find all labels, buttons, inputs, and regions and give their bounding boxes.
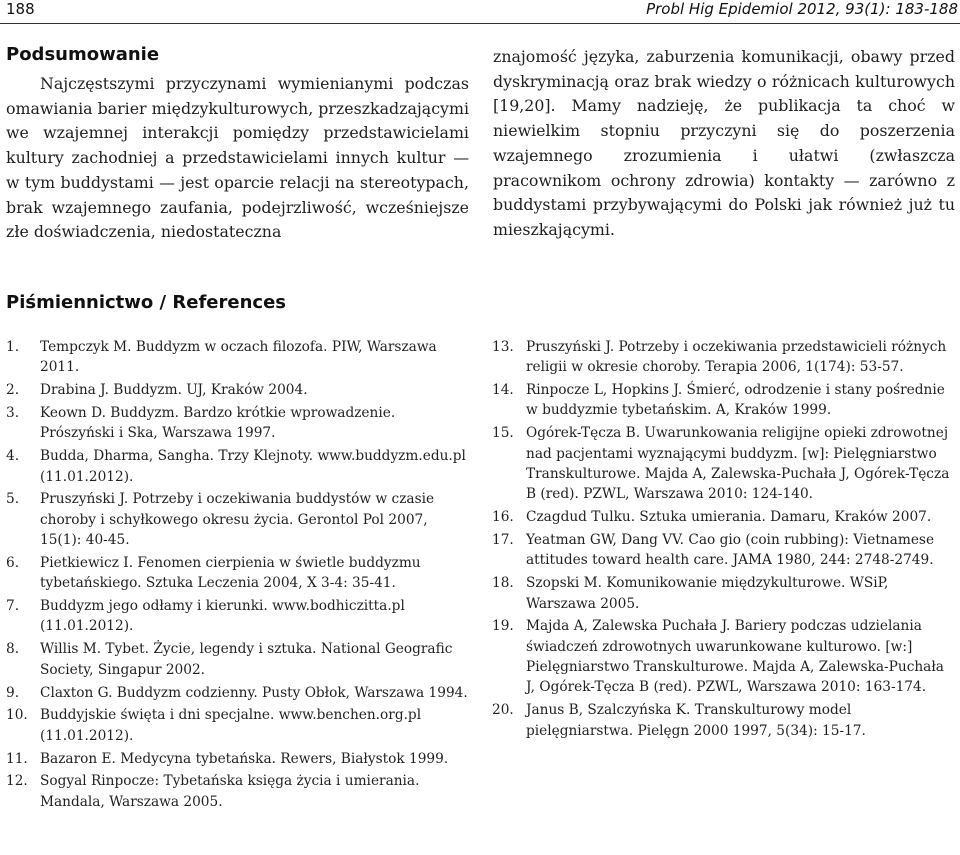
reference-text: Janus B, Szalczyńska K. Transkulturowy model pielęgniarstwa. Pielęgn 2000 1997, 5(34): 15-17. (526, 702, 866, 739)
reference-item (6, 337, 471, 378)
reference-number: 10. (6, 707, 28, 724)
reference-list-right (492, 337, 957, 743)
reference-text: Rinpocze L, Hopkins J. Śmierć, odrodzenie i stany pośrednie w buddyzmie tybetańskim. A, Kraków 1999. (526, 382, 945, 419)
reference-text: Bazaron E. Medycyna tybetańska. Rewers, Białystok 1999. (40, 750, 449, 767)
journal-citation: Probl Hig Epidemiol 2012, 93(1): 183-188 (646, 0, 958, 18)
reference-number: 9. (6, 684, 20, 701)
references-heading: Piśmiennictwo / References (6, 292, 286, 313)
header-rule (0, 23, 960, 24)
reference-number: 17. (492, 532, 514, 549)
summary-paragraph-right: znajomość języka, zaburzenia komunikacji, obawy przed dyskryminacją oraz brak wiedzy o różnicach kulturowych [19,20]. Mamy nadzieję, że publikacja ta choć w niewielkim stopniu przyczyni się do poszerzenia wzajemnego zrozumienia i ułatwi (zwłaszcza pracownikom ochrony zdrowia) kontakty — zarówno z buddystami przybywającymi do Polski jak również już tu mieszkającymi. (493, 47, 955, 239)
reference-item (492, 507, 957, 527)
reference-number: 13. (492, 339, 514, 355)
reference-item (6, 403, 471, 444)
reference-text: Pietkiewicz I. Fenomen cierpienia w świetle buddyzmu tybetańskiego. Sztuka Leczenia 2004, X 3-4: 35-41. (40, 554, 421, 592)
reference-text: Buddyjskie święta i dni specjalne. www.benchen.org.pl (11.01.2012). (40, 707, 422, 744)
reference-text: Pruszyński J. Potrzeby i oczekiwania przedstawicieli różnych religii w okresie choroby. Terapia 2006, 1(174): 53-57. (526, 339, 947, 376)
reference-item (6, 705, 471, 746)
reference-text: Yeatman GW, Dang VV. Cao gio (coin rubbing): Vietnamese attitudes toward health care. JAMA 1980, 244: 2748-2749. (526, 532, 935, 569)
reference-number: 14. (492, 382, 514, 399)
summary-paragraph-left: Najczęstszymi przyczynami wymienianymi podczas omawiania barier międzykulturowych, przeszkadzającymi we wzajemnej interakcji pomiędzy przedstawicielami kultury zachodniej a przedstawicielami innych kultur — w tym buddystami — jest oparcie relacji na stereotypach, brak wzajemnego zaufania, podejrzliwość, wcześniejsze złe doświadczenia, niedostateczna (6, 74, 469, 242)
reference-number: 12. (6, 773, 28, 790)
reference-item (6, 446, 471, 487)
reference-text: Majda A, Zalewska Puchała J. Bariery podczas udzielania świadczeń zdrowotnych uwarunkowane kulturowo. [w:] Pielęgniarstwo Transkulturowe. Majda A, Zalewska-Puchała J, Ogórek-Tęcza B (red). PZWL, Warszawa 2010: 163-174. (526, 618, 944, 696)
reference-number: 16. (492, 509, 514, 526)
reference-number: 6. (6, 554, 20, 571)
reference-item (492, 616, 957, 697)
reference-list-left (6, 337, 471, 815)
reference-text: Budda, Dharma, Sangha. Trzy Klejnoty. www.buddyzm.edu.pl (11.01.2012). (40, 448, 466, 485)
reference-item (6, 683, 471, 703)
reference-number: 18. (492, 575, 514, 592)
reference-text: Buddyzm jego odłamy i kierunki. www.bodhiczitta.pl (11.01.2012). (40, 598, 405, 635)
reference-number: 8. (6, 641, 20, 658)
reference-item (492, 700, 957, 741)
reference-number: 5. (6, 491, 20, 508)
reference-item (6, 639, 471, 680)
reference-number: 11. (6, 750, 28, 767)
reference-item (492, 337, 957, 378)
reference-text: Ogórek-Tęcza B. Uwarunkowania religijne opieki zdrowotnej nad pacjentami wyznającymi buddyzm. [w]: Pielęgniarstwo Transkulturowe. Majda A, Zalewska-Puchała J, Ogórek-Tęcza B (red). PZWL, Warszawa 2010: 124-140. (526, 425, 950, 503)
reference-number: 2. (6, 382, 20, 399)
reference-number: 20. (492, 702, 514, 719)
reference-number: 1. (6, 339, 20, 355)
reference-item (6, 771, 471, 812)
reference-text: Willis M. Tybet. Życie, legendy i sztuka. National Geografic Society, Singapur 2002. (40, 641, 453, 678)
reference-item (6, 489, 471, 550)
running-head (0, 0, 960, 24)
summary-heading: Podsumowanie (6, 44, 160, 65)
reference-item (6, 596, 471, 637)
reference-text: Tempczyk M. Buddyzm w oczach filozofa. PIW, Warszawa 2011. (40, 339, 437, 376)
reference-text: Pruszyński J. Potrzeby i oczekiwania buddystów w czasie choroby i schyłkowego okresu życia. Gerontol Pol 2007, 15(1): 40-45. (40, 491, 435, 549)
reference-number: 19. (492, 618, 514, 635)
reference-number: 7. (6, 598, 20, 615)
reference-text: Drabina J. Buddyzm. UJ, Kraków 2004. (40, 382, 308, 399)
page-number: 188 (6, 0, 35, 18)
reference-item (6, 380, 471, 400)
reference-item (492, 573, 957, 614)
reference-number: 3. (6, 405, 20, 422)
reference-item (492, 380, 957, 421)
reference-item (6, 553, 471, 594)
reference-text: Claxton G. Buddyzm codzienny. Pusty Obłok, Warszawa 1994. (40, 684, 468, 701)
reference-text: Sogyal Rinpocze: Tybetańska księga życia i umierania. Mandala, Warszawa 2005. (40, 773, 420, 810)
reference-text: Keown D. Buddyzm. Bardzo krótkie wprowadzenie. Prószyński i Ska, Warszawa 1997. (40, 405, 396, 442)
reference-text: Szopski M. Komunikowanie międzykulturowe. WSiP, Warszawa 2005. (526, 575, 889, 612)
reference-item (6, 749, 471, 769)
reference-item (492, 423, 957, 504)
reference-number: 4. (6, 448, 20, 465)
reference-number: 15. (492, 425, 514, 442)
reference-text: Czagdud Tulku. Sztuka umierania. Damaru, Kraków 2007. (526, 509, 932, 526)
reference-item (492, 530, 957, 571)
